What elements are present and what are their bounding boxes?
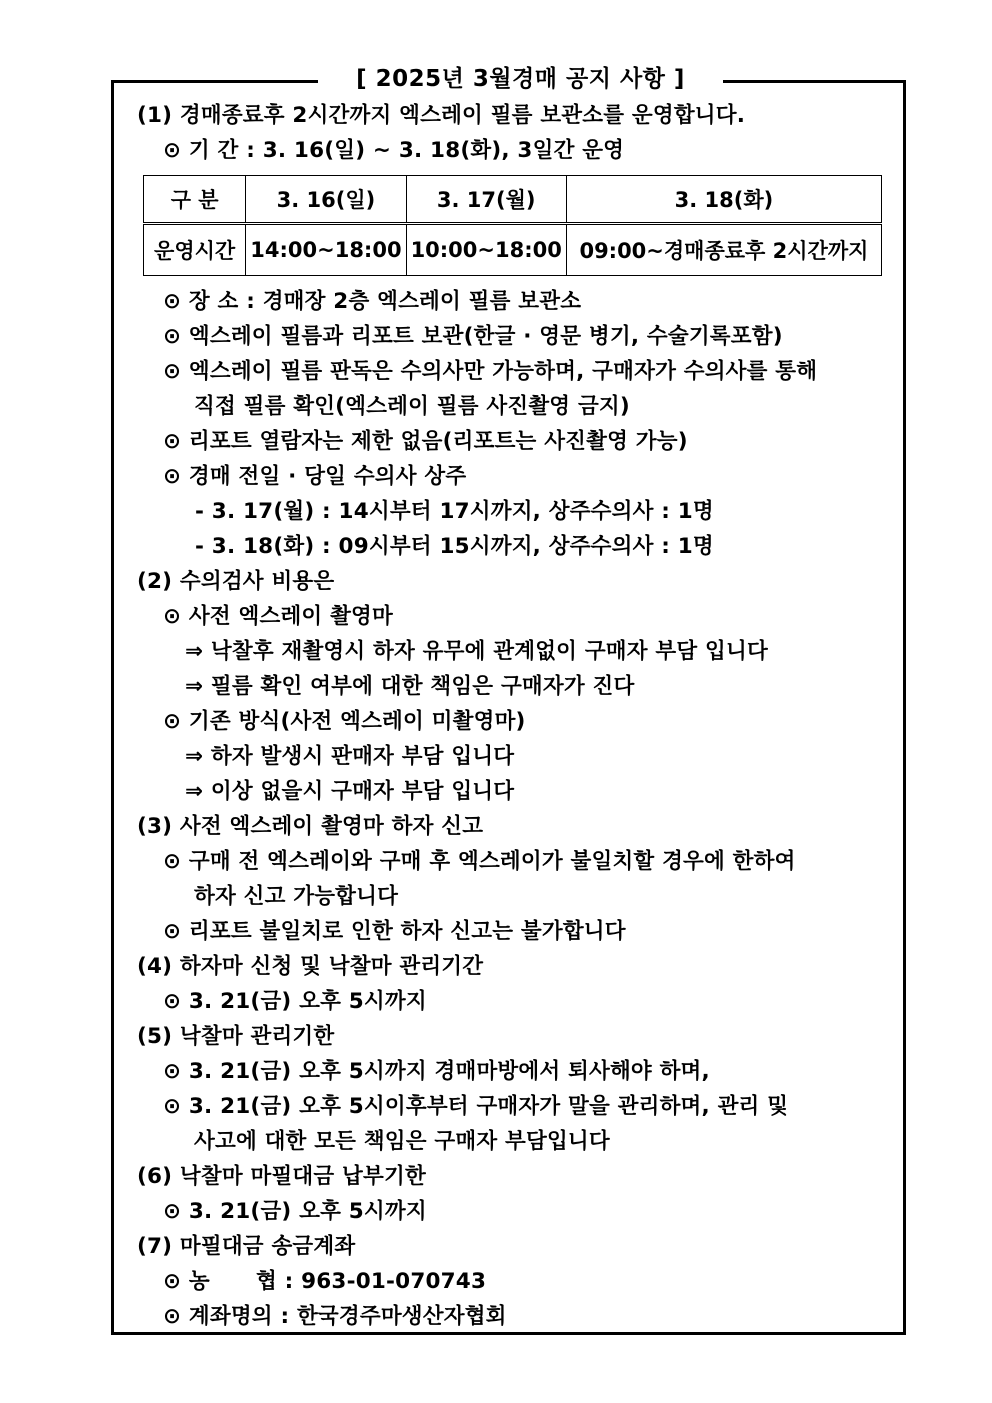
arrow-no-issue: ⇒ 이상 없을시 구매자 부담 입니다 [185,779,515,804]
bullet-buyer-care-1: ⊙ 3. 21(금) 오후 5시이후부터 구매자가 말을 관리하며, 관리 및 [163,1094,789,1119]
account-holder: ⊙ 계좌명의 : 한국경주마생산자협회 [163,1304,507,1329]
header-day-16: 3. 16(일) [246,176,406,224]
section-4-heading: (4) 하자마 신청 및 낙찰마 관리기간 [137,954,484,979]
vet-day-17: - 3. 17(월) : 14시부터 17시까지, 상주수의사 : 1명 [195,499,714,524]
section-6-heading: (6) 낙찰마 마필대금 납부기한 [137,1164,426,1189]
bullet-existing: ⊙ 기존 방식(사전 엑스레이 미촬영마) [163,709,526,734]
section-5-heading: (5) 낙찰마 관리기한 [137,1024,335,1049]
section-2-heading: (2) 수의검사 비용은 [137,569,335,594]
section-3-heading: (3) 사전 엑스레이 촬영마 하자 신고 [137,814,484,839]
header-day-17: 3. 17(월) [406,176,566,224]
bullet-mismatch-1: ⊙ 구매 전 엑스레이와 구매 후 엑스레이가 불일치할 경우에 한하여 [163,849,796,874]
schedule-table [143,175,882,276]
bank-account: ⊙ 농 협 : 963-01-070743 [163,1269,487,1294]
place-line: ⊙ 장 소 : 경매장 2층 엑스레이 필름 보관소 [163,289,582,314]
row-label: 운영시간 [144,224,246,276]
page-title: [ 2025년 3월경매 공지 사항 ] [318,62,723,96]
period-line: ⊙ 기 간 : 3. 16(일) ~ 3. 18(화), 3일간 운영 [163,138,625,163]
bullet-reading-1: ⊙ 엑스레이 필름 판독은 수의사만 가능하며, 구매자가 수의사를 통해 [163,359,818,384]
arrow-defect: ⇒ 하자 발생시 판매자 부담 입니다 [185,744,515,769]
arrow-retake: ⇒ 낙찰후 재촬영시 하자 유무에 관계없이 구매자 부담 입니다 [185,639,768,664]
bullet-mismatch-2: 하자 신고 가능합니다 [194,884,399,909]
bullet-deadline-6: ⊙ 3. 21(금) 오후 5시까지 [163,1199,427,1224]
bullet-prexray: ⊙ 사전 엑스레이 촬영마 [163,604,393,629]
hours-day-18: 09:00~경매종료후 2시간까지 [566,224,881,276]
arrow-responsibility: ⇒ 필름 확인 여부에 대한 책임은 구매자가 진다 [185,674,635,699]
header-day-18: 3. 18(화) [566,176,881,224]
bullet-checkout: ⊙ 3. 21(금) 오후 5시까지 경매마방에서 퇴사해야 하며, [163,1059,710,1084]
bullet-vet: ⊙ 경매 전일 · 당일 수의사 상주 [163,464,467,489]
bullet-buyer-care-2: 사고에 대한 모든 책임은 구매자 부담입니다 [194,1129,610,1154]
header-category: 구 분 [144,176,246,224]
bullet-reading-2: 직접 필름 확인(엑스레이 필름 사진촬영 금지) [194,394,630,419]
notice-content [137,98,882,1334]
schedule-header-row [144,176,882,224]
hours-day-17: 10:00~18:00 [406,224,566,276]
section-1-heading: (1) 경매종료후 2시간까지 엑스레이 필름 보관소를 운영합니다. [137,103,746,128]
vet-day-18: - 3. 18(화) : 09시부터 15시까지, 상주수의사 : 1명 [195,534,714,559]
bullet-storage: ⊙ 엑스레이 필름과 리포트 보관(한글 · 영문 병기, 수술기록포함) [163,324,783,349]
bullet-report-mismatch: ⊙ 리포트 불일치로 인한 하자 신고는 불가합니다 [163,919,626,944]
bullet-report: ⊙ 리포트 열람자는 제한 없음(리포트는 사진촬영 가능) [163,429,688,454]
schedule-hours-row [144,224,882,276]
section-7-heading: (7) 마필대금 송금계좌 [137,1234,356,1259]
bullet-deadline-4: ⊙ 3. 21(금) 오후 5시까지 [163,989,427,1014]
hours-day-16: 14:00~18:00 [246,224,406,276]
